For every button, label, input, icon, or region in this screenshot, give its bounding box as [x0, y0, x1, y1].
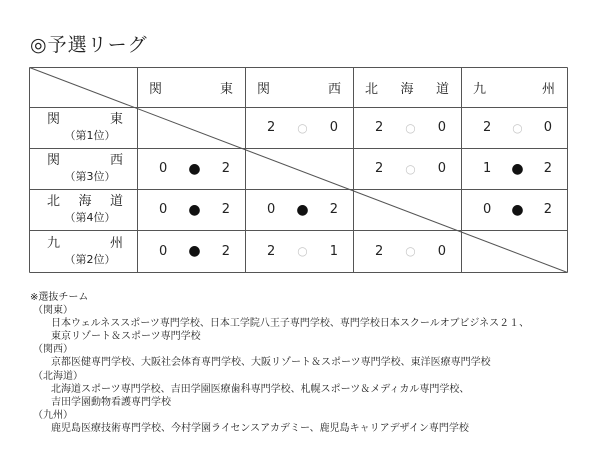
score-left: 1 — [483, 161, 492, 176]
row-rank: （第3位） — [64, 170, 116, 183]
row-rank: （第4位） — [64, 211, 116, 224]
row-team-char: 道 — [109, 194, 123, 209]
score-right: 0 — [437, 161, 446, 176]
score-right: 2 — [543, 202, 552, 217]
row-team-char: 東 — [109, 112, 123, 127]
score-left: 0 — [267, 202, 276, 217]
match-score — [245, 230, 353, 272]
score-left: 2 — [375, 161, 384, 176]
row-team-char: 関 — [47, 112, 61, 127]
win-mark: ○ — [405, 120, 416, 135]
score-right: 2 — [221, 202, 230, 217]
score-right: 0 — [543, 120, 552, 135]
match-score — [353, 230, 461, 272]
row-rank: （第2位） — [64, 252, 116, 266]
column-header-char: 西 — [327, 81, 341, 97]
column-header-char: 海 — [400, 81, 414, 97]
row-header — [29, 148, 137, 189]
win-mark: ○ — [405, 244, 416, 258]
notes-region-label: （九州） — [33, 409, 73, 421]
row-team-name — [47, 194, 123, 210]
score-right: 2 — [329, 202, 338, 217]
column-header-char: 関 — [149, 81, 163, 97]
column-header-char: 道 — [435, 81, 449, 97]
row-rank: （第1位） — [64, 129, 116, 142]
row-team-char: 州 — [109, 235, 123, 251]
score-left: 0 — [483, 202, 492, 217]
notes-region-label: （関西） — [33, 344, 73, 356]
score-right: 2 — [543, 161, 552, 176]
score-right: 2 — [221, 243, 230, 259]
row-team-char: 九 — [47, 235, 61, 251]
column-header — [353, 67, 461, 107]
win-mark: ○ — [512, 120, 523, 135]
match-score — [137, 148, 245, 189]
loss-mark: ● — [296, 201, 309, 218]
score-left: 2 — [375, 120, 384, 135]
match-score — [137, 230, 245, 272]
row-header — [29, 107, 137, 148]
row-team-name — [47, 112, 123, 128]
score-left: 2 — [483, 120, 492, 135]
notes-school-list: 東京リゾート＆スポーツ専門学校 — [51, 331, 201, 343]
loss-mark: ● — [188, 160, 201, 177]
match-score — [461, 107, 567, 148]
score-right: 0 — [437, 120, 446, 135]
column-header-char: 関 — [257, 81, 271, 97]
notes-region-label: （関東） — [33, 305, 73, 317]
loss-mark: ● — [511, 160, 524, 177]
league-table — [29, 67, 567, 272]
match-score — [461, 148, 567, 189]
column-header-char: 州 — [541, 81, 555, 97]
score-left: 0 — [159, 243, 168, 259]
row-team-char: 北 — [47, 194, 61, 209]
column-header — [137, 67, 245, 107]
win-mark: ○ — [297, 120, 308, 135]
row-team-char: 海 — [78, 194, 92, 209]
loss-mark: ● — [511, 201, 524, 218]
score-left: 0 — [159, 161, 168, 176]
match-score — [245, 189, 353, 230]
notes-school-list: 京都医健専門学校、大阪社会体育専門学校、大阪リゾート＆スポーツ専門学校、東洋医療専門学校 — [51, 357, 491, 369]
page-title: ◎予選リーグ — [30, 34, 148, 56]
match-score — [137, 189, 245, 230]
row-team-name — [47, 153, 123, 169]
notes-school-list: 吉田学園動物看護専門学校 — [51, 396, 171, 408]
column-header — [461, 67, 567, 107]
win-mark: ○ — [405, 161, 416, 176]
row-header — [29, 189, 137, 230]
column-header-char: 東 — [219, 81, 233, 97]
score-left: 2 — [375, 243, 384, 259]
notes-school-list: 鹿児島医療技術専門学校、今村学園ライセンスアカデミー、鹿児島キャリアデザイン専門学校 — [51, 422, 469, 434]
notes-school-list: 日本ウェルネススポーツ専門学校、日本工学院八王子専門学校、専門学校日本スクールオブビジネス２１、 — [51, 318, 530, 330]
notes-heading: ※選抜チーム — [30, 292, 89, 303]
loss-mark: ● — [188, 243, 201, 259]
match-score — [461, 189, 567, 230]
match-score — [353, 148, 461, 189]
win-mark: ○ — [297, 244, 308, 258]
column-header-char: 北 — [365, 81, 379, 97]
score-left: 2 — [267, 120, 276, 135]
score-right: 2 — [221, 161, 230, 176]
selected-teams-notes — [30, 291, 529, 435]
score-right: 0 — [437, 243, 446, 259]
loss-mark: ● — [188, 201, 201, 218]
column-header — [245, 67, 353, 107]
match-score — [353, 107, 461, 148]
row-team-name — [47, 236, 123, 252]
row-team-char: 関 — [47, 153, 61, 168]
score-left: 0 — [159, 202, 168, 217]
score-right: 0 — [329, 120, 338, 135]
notes-region-label: （北海道） — [33, 370, 83, 382]
score-right: 1 — [329, 243, 338, 259]
score-left: 2 — [267, 243, 276, 259]
row-header — [29, 230, 137, 272]
notes-school-list: 北海道スポーツ専門学校、吉田学園医療歯科専門学校、札幌スポーツ＆メディカル専門学校、 — [51, 383, 470, 395]
column-header-char: 九 — [473, 81, 487, 97]
match-score — [245, 107, 353, 148]
row-team-char: 西 — [109, 153, 123, 168]
